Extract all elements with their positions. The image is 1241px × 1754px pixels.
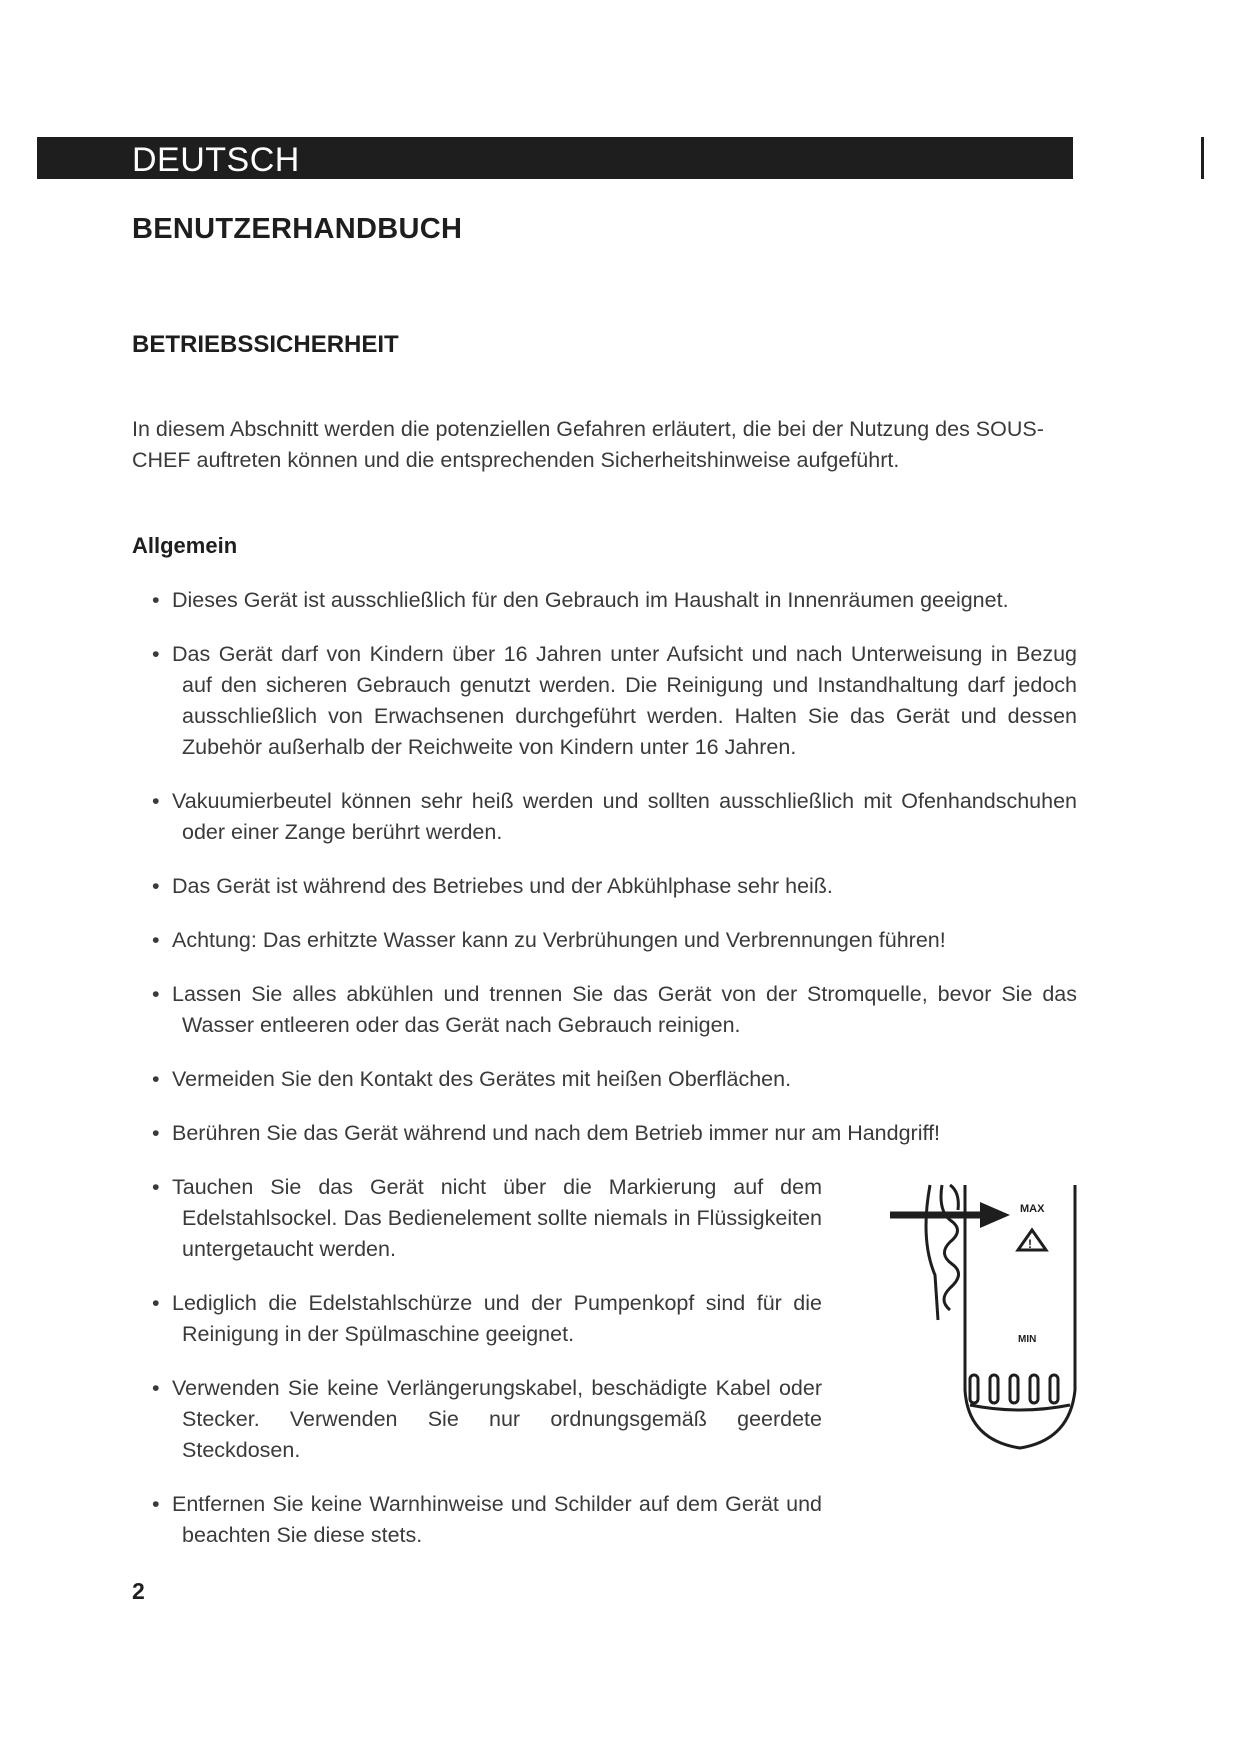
vent-slot <box>1030 1375 1038 1403</box>
language-header-bar <box>37 137 1073 179</box>
safety-item: • Entfernen Sie keine Warnhinweise und Schilder auf dem Gerät und beachten Sie diese stets. <box>132 1489 822 1551</box>
safety-item: • Berühren Sie das Gerät während und nach dem Betrieb immer nur am Handgriff! <box>132 1118 1077 1149</box>
safety-item: • Achtung: Das erhitzte Wasser kann zu Verbrühungen und Verbrennungen führen! <box>132 925 1077 956</box>
vent-slot <box>970 1375 978 1403</box>
vent-slot <box>1010 1375 1018 1403</box>
max-label: MAX <box>1020 1203 1045 1215</box>
safety-item: • Lediglich die Edelstahlschürze und der Pumpenkopf sind für die Reinigung in der Spülmaschine geeignet. <box>132 1288 822 1350</box>
section-heading: BETRIEBSSICHERHEIT <box>132 331 399 358</box>
safety-item: • Vakuumierbeutel können sehr heiß werden und sollten ausschließlich mit Ofenhandschuhen oder einer Zange berührt werden. <box>132 786 1077 848</box>
clamp-spring <box>941 1185 959 1310</box>
section-intro: In diesem Abschnitt werden die potenziellen Gefahren erläutert, die bei der Nutzung des SOUS-CHEF auftreten können und die entsprechenden Sicherheitshinweise aufgeführt. <box>132 417 1044 472</box>
vent-slot <box>1050 1375 1058 1403</box>
safety-item: • Verwenden Sie keine Verlängerungskabel, beschädigte Kabel oder Stecker. Verwenden Sie nur ordnungsgemäß geerdete Steckdosen. <box>132 1373 822 1466</box>
min-label: MIN <box>1018 1334 1037 1345</box>
subsection-heading: Allgemein <box>132 533 238 558</box>
page-number: 2 <box>132 1578 145 1604</box>
safety-item: • Tauchen Sie das Gerät nicht über die Markierung auf dem Edelstahlsockel. Das Bedienelement sollte niemals in Flüssigkeiten untergetaucht werden. <box>132 1172 822 1265</box>
language-label: DEUTSCH <box>132 141 300 179</box>
warning-triangle-icon <box>1018 1230 1046 1250</box>
arrow-head-icon <box>980 1202 1010 1228</box>
page-edge-mark <box>1201 137 1204 179</box>
device-max-min-illustration <box>890 1180 1090 1465</box>
safety-item: • Dieses Gerät ist ausschließlich für den Gebrauch im Haushalt in Innenräumen geeignet. <box>132 585 1077 616</box>
vent-slot <box>990 1375 998 1403</box>
svg-text:!: ! <box>1028 1237 1032 1251</box>
clamp-outline <box>926 1185 938 1320</box>
safety-item: • Das Gerät ist während des Betriebes und der Abkühlphase sehr heiß. <box>132 871 1077 902</box>
safety-item: • Vermeiden Sie den Kontakt des Gerätes mit heißen Oberflächen. <box>132 1064 1077 1095</box>
safety-item: • Das Gerät darf von Kindern über 16 Jahren unter Aufsicht und nach Unterweisung in Bezug auf den sicheren Gebrauch genutzt werden. Die Reinigung und Instandhaltung darf jedoch ausschließlich von Erwachsenen durchgeführt werden. Halten Sie das Gerät und dessen Zubehör außerhalb der Reichweite von Kindern unter 16 Jahren. <box>132 639 1077 763</box>
manual-title: BENUTZERHANDBUCH <box>132 213 463 245</box>
safety-item: • Lassen Sie alles abkühlen und trennen Sie das Gerät von der Stromquelle, bevor Sie das Wasser entleeren oder das Gerät nach Gebrauch reinigen. <box>132 979 1077 1041</box>
